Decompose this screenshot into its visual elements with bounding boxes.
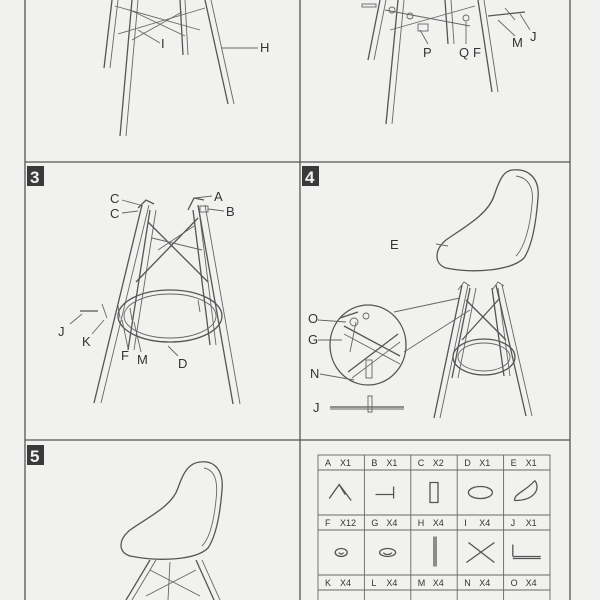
label-part-m: M <box>137 352 148 367</box>
parts-table-cell <box>418 518 444 567</box>
label-part-a: A <box>214 189 223 204</box>
parts-table-cell <box>325 518 356 557</box>
part-illustration <box>376 487 394 499</box>
label-part-j-tool: J <box>313 400 320 415</box>
part-quantity: X1 <box>386 458 398 468</box>
part-letter: F <box>325 518 331 528</box>
part-letter: N <box>464 578 471 588</box>
detail-magnifier-view <box>318 298 470 385</box>
parts-table-cell <box>325 458 351 501</box>
stool-base-drawing-1 <box>104 0 258 136</box>
parts-table-cell <box>371 458 397 499</box>
part-illustration <box>335 549 347 557</box>
part-letter: M <box>417 578 426 588</box>
part-quantity: X4 <box>525 578 537 588</box>
panel-step-5 <box>27 445 222 600</box>
part-illustration <box>468 487 492 499</box>
part-quantity: X4 <box>386 518 398 528</box>
step-number: 3 <box>30 168 40 187</box>
label-part-p: P <box>423 45 432 60</box>
part-letter: C <box>417 458 425 468</box>
seat-shell-drawing <box>436 170 538 271</box>
label-part-m: M <box>512 35 523 50</box>
label-part-f: F <box>473 45 481 60</box>
part-illustration <box>329 485 351 501</box>
part-quantity: X1 <box>340 458 352 468</box>
label-part-e: E <box>390 237 399 252</box>
part-quantity: X4 <box>386 578 398 588</box>
part-quantity: X4 <box>479 518 491 528</box>
label-part-c-lower: C <box>110 206 120 221</box>
part-illustration <box>466 543 494 563</box>
stool-base-drawing-3 <box>70 196 240 404</box>
step-number: 4 <box>305 168 315 187</box>
part-letter: G <box>371 518 379 528</box>
part-illustration <box>515 481 537 501</box>
parts-table-cell <box>511 518 541 559</box>
label-part-c-upper: C <box>110 191 120 206</box>
part-quantity: X4 <box>479 578 491 588</box>
label-part-k: K <box>82 334 91 349</box>
parts-table-cell <box>464 458 492 499</box>
part-letter: O <box>510 578 518 588</box>
part-letter: I <box>464 518 467 528</box>
part-quantity: X2 <box>432 458 444 468</box>
parts-table-cell <box>418 578 444 588</box>
part-illustration <box>380 549 396 557</box>
part-quantity: X12 <box>340 518 357 528</box>
label-part-h: H <box>260 40 270 55</box>
part-illustration <box>430 483 438 503</box>
parts-table-cell <box>371 578 397 588</box>
stool-base-drawing-4 <box>434 282 532 418</box>
panel-step-1 <box>104 0 269 136</box>
parts-table <box>318 455 550 600</box>
step-number: 5 <box>30 447 40 466</box>
part-letter: K <box>325 578 332 588</box>
allen-key-drawing <box>330 396 404 412</box>
part-quantity: X1 <box>479 458 491 468</box>
parts-table-cell <box>511 578 537 588</box>
label-part-j: J <box>58 324 65 339</box>
parts-table-cell <box>418 458 444 503</box>
label-part-q: Q <box>459 45 470 60</box>
parts-table-cell <box>511 458 537 501</box>
label-part-j: J <box>530 29 537 44</box>
part-letter: J <box>510 518 516 528</box>
stool-base-drawing-2 <box>362 0 530 124</box>
label-part-g: G <box>308 332 319 347</box>
part-quantity: X1 <box>525 518 537 528</box>
label-part-n: N <box>310 366 320 381</box>
part-letter: E <box>510 458 517 468</box>
label-part-o: O <box>308 311 319 326</box>
part-illustration <box>513 545 541 559</box>
label-part-b: B <box>226 204 235 219</box>
part-letter: L <box>371 578 377 588</box>
part-letter: H <box>417 518 425 528</box>
part-quantity: X1 <box>525 458 537 468</box>
label-part-f: F <box>121 348 129 363</box>
label-part-d: D <box>178 356 188 371</box>
panel-step-3 <box>27 166 240 404</box>
part-letter: B <box>371 458 378 468</box>
parts-table-cell <box>464 578 490 588</box>
part-letter: D <box>464 458 471 468</box>
parts-table-cell <box>371 518 397 557</box>
part-quantity: X4 <box>340 578 352 588</box>
panel-step-4 <box>302 166 538 418</box>
part-quantity: X4 <box>432 518 444 528</box>
parts-table-cell <box>464 518 494 563</box>
panel-step-2 <box>362 0 537 124</box>
label-part-i: I <box>161 36 165 51</box>
parts-table-cell <box>325 578 351 588</box>
part-illustration <box>434 537 436 567</box>
assembled-chair-drawing <box>121 462 222 600</box>
panel-grid <box>25 0 570 600</box>
part-letter: A <box>325 458 332 468</box>
part-quantity: X4 <box>432 578 444 588</box>
